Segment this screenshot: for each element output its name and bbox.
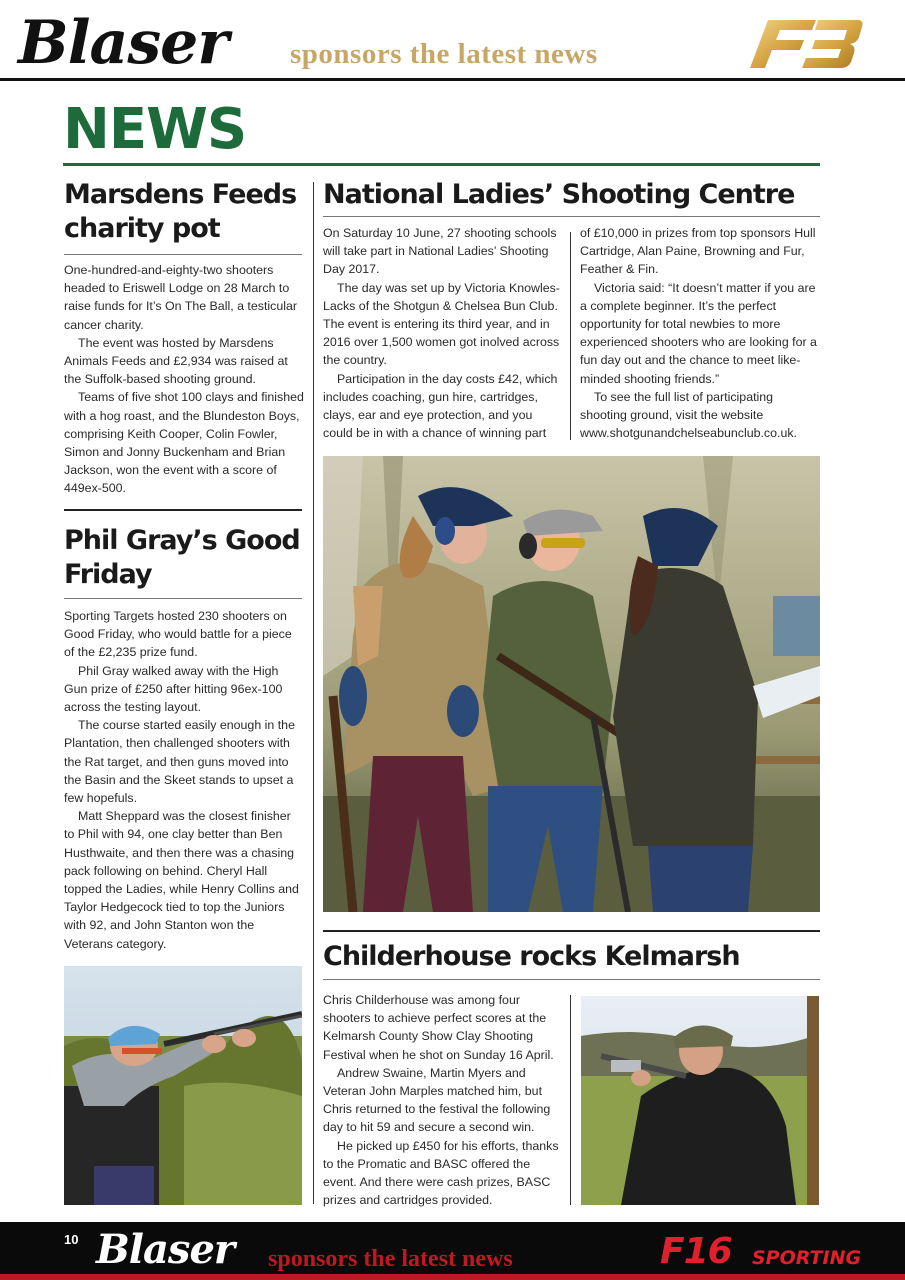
article-marsdens bbox=[64, 178, 302, 246]
paragraph: On Saturday 10 June, 27 shooting schools will take part in National Ladies’ Shooting Day 2017. bbox=[323, 226, 557, 277]
article-body bbox=[64, 607, 304, 953]
childerhouse-photo bbox=[581, 996, 819, 1205]
title-rule bbox=[323, 216, 820, 217]
article-title: Marsdens Feeds charity pot bbox=[64, 179, 297, 244]
article-title: National Ladies’ Shooting Centre bbox=[323, 179, 795, 210]
paragraph: Matt Sheppard was the closest finisher to Phil with 94, one clay better than Ben Husthwaite, and then there was a chasing pack following on behind. Cheryl Hall topped the Ladies, while Henry Collins and Taylor Hedgecock tied to top the Juniors with 92, and John Stanton won the Veterans category. bbox=[64, 809, 299, 951]
header-tagline: sponsors the latest news bbox=[290, 38, 598, 70]
section-title: NEWS bbox=[63, 97, 247, 162]
column-divider bbox=[313, 182, 314, 1204]
section-rule bbox=[63, 163, 820, 166]
article-ladies bbox=[323, 178, 820, 212]
paragraph: Participation in the day costs £42, which includes coaching, gun hire, cartridges, clays, ear and eye protection, and you could be in with a chance of winning part bbox=[323, 371, 558, 441]
ladies-photo bbox=[323, 456, 820, 912]
paragraph: Sporting Targets hosted 230 shooters on Good Friday, who would battle for a piece of the £2,235 prize fund. bbox=[64, 609, 292, 660]
article-body bbox=[64, 261, 304, 498]
footer-accent-stripe bbox=[0, 1274, 905, 1280]
article-title: Phil Gray’s Good Friday bbox=[64, 525, 300, 590]
footer-brand: F16 bbox=[660, 1231, 732, 1272]
article-col-2 bbox=[580, 224, 820, 442]
footer-tagline: sponsors the latest news bbox=[268, 1246, 513, 1272]
title-rule bbox=[323, 979, 820, 980]
column-divider bbox=[570, 232, 571, 440]
paragraph: Chris Childerhouse was among four shooters to achieve perfect scores at the Kelmarsh County Show Clay Shooting Festival when he shot on Sunday 16 April. bbox=[323, 993, 554, 1062]
page-number: 10 bbox=[64, 1232, 79, 1247]
paragraph: Victoria said: “It doesn’t matter if you are a complete beginner. It’s the perfect opportunity for total newbies to more experienced shooters who are looking for a fun day out and the chance to meet like-minded shooting friends.” bbox=[580, 280, 817, 386]
paragraph: To see the full list of participating shooting ground, visit the website www.shotgunandchelseabunclub.co.uk. bbox=[580, 389, 797, 441]
title-rule bbox=[64, 598, 302, 599]
article-body bbox=[323, 991, 562, 1209]
shooter-photo bbox=[64, 966, 302, 1205]
article-phil-gray bbox=[64, 524, 302, 592]
paragraph: Andrew Swaine, Martin Myers and Veteran John Marples matched him, but Chris returned to the festival the following day to hit 59 and secure a second win. bbox=[323, 1065, 551, 1135]
article-col-1 bbox=[323, 224, 562, 442]
column-divider bbox=[570, 995, 571, 1205]
paragraph: Phil Gray walked away with the High Gun prize of £250 after hitting 96ex-100 across the testing layout. bbox=[64, 663, 283, 715]
paragraph: One-hundred-and-eighty-two shooters headed to Eriswell Lodge on 28 March to raise funds for It’s On The Ball, a testicular cancer charity. bbox=[64, 263, 298, 332]
header-logo: Blaser bbox=[18, 8, 228, 78]
article-title: Childerhouse rocks Kelmarsh bbox=[323, 941, 740, 972]
article-childerhouse bbox=[323, 940, 820, 974]
paragraph: The day was set up by Victoria Knowles-Lacks of the Shotgun & Chelsea Bun Club. The event is entering its third year, and in 2016 over 1,500 women got inolved across the country. bbox=[323, 280, 560, 368]
paragraph: The event was hosted by Marsdens Animals Feeds and £2,934 was raised at the Suffolk-based shooting ground. bbox=[64, 335, 288, 387]
paragraph: of £10,000 in prizes from top sponsors Hull Cartridge, Alan Paine, Browning and Fur, Feather & Fin. bbox=[580, 226, 816, 277]
article-divider bbox=[64, 509, 302, 511]
footer-logo: Blaser bbox=[96, 1226, 234, 1273]
paragraph: Teams of five shot 100 clays and finished with a hog roast, and the Blundeston Boys, comprising Keith Cooper, Colin Fowler, Simon and Jonny Buckenham and Brian Jackson, won the event with a score of 449ex-500. bbox=[64, 390, 304, 496]
footer-brand-sub: SPORTING bbox=[752, 1247, 862, 1269]
title-rule bbox=[64, 254, 302, 255]
header-rule bbox=[0, 78, 905, 81]
paragraph: He picked up £450 for his efforts, thanks to the Promatic and BASC offered the event. And there were cash prizes, BASC prizes and cartridges provided. bbox=[323, 1138, 559, 1208]
article-divider bbox=[323, 930, 820, 932]
paragraph: The course started easily enough in the Plantation, then challenged shooters with the Rat target, and then guns moved into the Basin and the Skeet stands to upset a few hopefuls. bbox=[64, 718, 295, 806]
f3-badge-logo bbox=[746, 18, 864, 70]
